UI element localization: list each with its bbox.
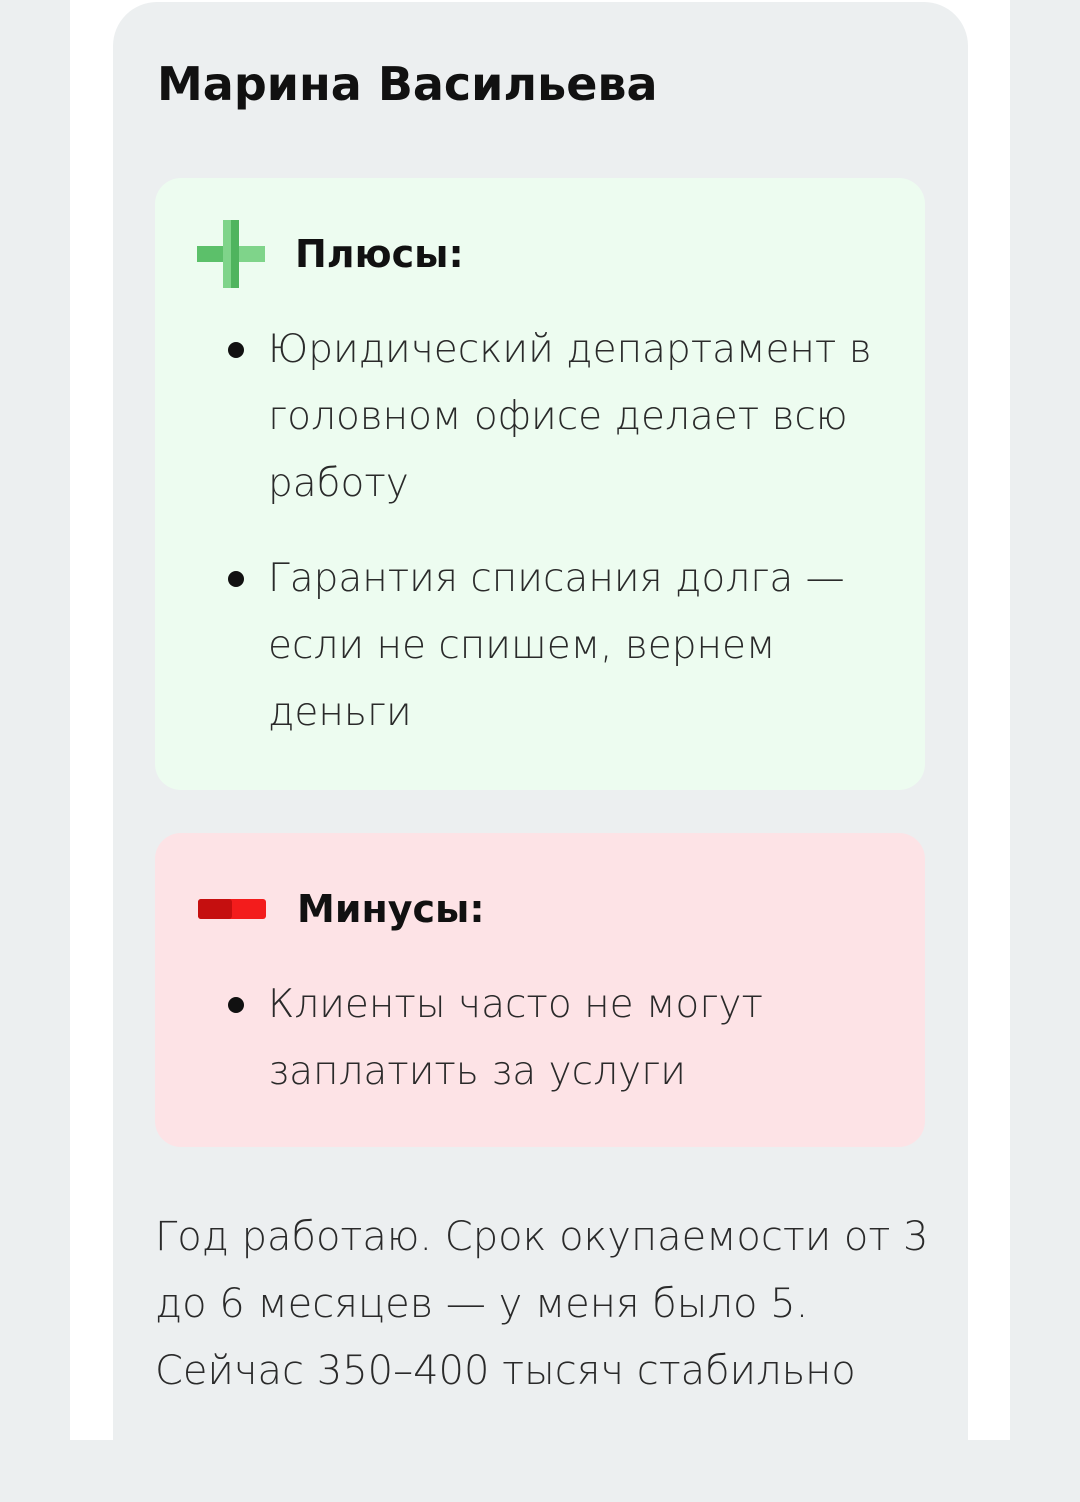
review-note: Год работаю. Срок окупаемости от 3 до 6 месяцев — у меня было 5. Сейчас 350–400 тысяч стабильно — [155, 1214, 929, 1394]
plus-icon — [197, 220, 265, 288]
author-name: Марина Васильева — [157, 57, 658, 111]
pros-header — [155, 178, 925, 328]
bullet-icon — [228, 342, 244, 358]
pros-box — [155, 178, 925, 790]
bullet-icon — [228, 997, 244, 1013]
cons-header — [155, 833, 925, 983]
list-item-text: Юридический департамент в головном офисе делает всю работу — [268, 327, 872, 506]
list-item-text: Клиенты часто не могут заплатить за услуги — [268, 982, 763, 1094]
cons-list — [155, 971, 925, 1105]
list-item — [155, 316, 925, 517]
list-item — [155, 545, 925, 746]
bullet-icon — [228, 571, 244, 587]
pros-title: Плюсы: — [295, 232, 464, 276]
pros-list — [155, 316, 925, 746]
cons-box — [155, 833, 925, 1147]
list-item — [155, 971, 925, 1105]
list-item-text: Гарантия списания долга — если не спишем, вернем деньги — [268, 556, 845, 735]
minus-icon — [198, 899, 266, 919]
cons-title: Минусы: — [297, 887, 485, 931]
